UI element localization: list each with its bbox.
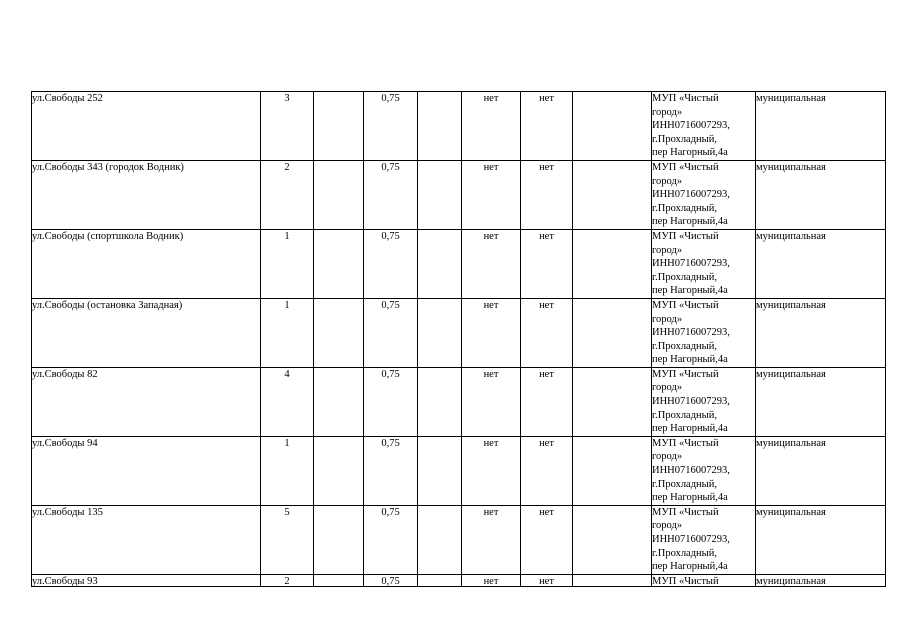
- operator-line: город»: [652, 382, 683, 394]
- col5-cell: нет: [462, 298, 521, 367]
- operator-line: пер Нагорный,4а: [652, 216, 728, 228]
- operator-line: МУП «Чистый: [652, 230, 719, 242]
- count-cell: 1: [261, 436, 314, 505]
- count-cell: 1: [261, 298, 314, 367]
- empty-cell: [418, 436, 462, 505]
- count-cell: 4: [261, 367, 314, 436]
- count-cell: 3: [261, 92, 314, 161]
- col5-cell: нет: [462, 160, 521, 229]
- col6-cell: нет: [521, 92, 573, 161]
- operator-line: МУП «Чистый: [652, 506, 719, 518]
- operator-line: ИНН0716007293,: [652, 327, 730, 339]
- area-cell: 0,75: [364, 367, 418, 436]
- operator-cell: [652, 505, 756, 574]
- operator-line: ИНН0716007293,: [652, 396, 730, 408]
- col6-cell: нет: [521, 574, 573, 586]
- operator-line: ИНН0716007293,: [652, 534, 730, 545]
- empty-cell: [418, 92, 462, 161]
- table-row: [32, 436, 886, 505]
- col6-cell: нет: [521, 229, 573, 298]
- operator-cell: [652, 298, 756, 367]
- operator-line: г.Прохладный,: [652, 271, 717, 283]
- empty-cell: [314, 505, 364, 574]
- count-cell: 5: [261, 505, 314, 574]
- operator-line: ИНН0716007293,: [652, 258, 730, 270]
- operator-line: г.Прохладный,: [652, 202, 717, 214]
- operator-line: город»: [652, 106, 683, 118]
- empty-cell: [418, 574, 462, 586]
- table-body-last: [32, 574, 886, 586]
- operator-line: пер Нагорный,4а: [652, 492, 728, 504]
- operator-line: пер Нагорный,4а: [652, 285, 728, 297]
- operator-line: г.Прохладный,: [652, 133, 717, 145]
- empty-cell: [418, 367, 462, 436]
- col5-cell: нет: [462, 229, 521, 298]
- empty-cell: [573, 92, 652, 161]
- address-cell: ул.Свободы 82: [32, 367, 261, 436]
- ownership-cell: муниципальная: [756, 160, 886, 229]
- col5-cell: нет: [462, 367, 521, 436]
- area-cell: 0,75: [364, 160, 418, 229]
- operator-line: ИНН0716007293,: [652, 465, 730, 477]
- operator-line: пер Нагорный,4а: [652, 354, 728, 366]
- ownership-cell: муниципальная: [756, 298, 886, 367]
- operator-line: МУП «Чистый: [652, 299, 719, 311]
- ownership-cell: муниципальная: [756, 505, 886, 574]
- empty-cell: [573, 574, 652, 586]
- operator-cell: МУП «Чистый: [652, 574, 756, 586]
- col6-cell: нет: [521, 298, 573, 367]
- operator-line: МУП «Чистый: [652, 161, 719, 173]
- operator-cell: [652, 436, 756, 505]
- address-cell: ул.Свободы 252: [32, 92, 261, 161]
- empty-cell: [573, 367, 652, 436]
- ownership-cell: муниципальная: [756, 436, 886, 505]
- col6-cell: нет: [521, 367, 573, 436]
- area-cell: 0,75: [364, 436, 418, 505]
- table-row: [32, 160, 886, 229]
- operator-line: ИНН0716007293,: [652, 120, 730, 132]
- operator-cell: [652, 229, 756, 298]
- empty-cell: [418, 229, 462, 298]
- operator-line: пер Нагорный,4а: [652, 561, 728, 573]
- operator-line: город»: [652, 244, 683, 256]
- empty-cell: [573, 229, 652, 298]
- col6-cell: нет: [521, 160, 573, 229]
- count-cell: 2: [261, 574, 314, 586]
- operator-line: г.Прохладный,: [652, 409, 717, 421]
- empty-cell: [573, 505, 652, 574]
- empty-cell: [314, 298, 364, 367]
- empty-cell: [418, 505, 462, 574]
- area-cell: 0,75: [364, 92, 418, 161]
- address-cell: ул.Свободы (остановка Западная): [32, 298, 261, 367]
- operator-line: МУП «Чистый: [652, 368, 719, 380]
- address-cell: ул.Свободы 94: [32, 436, 261, 505]
- empty-cell: [573, 436, 652, 505]
- address-cell: ул.Свободы 343 (городок Водник): [32, 160, 261, 229]
- count-cell: 1: [261, 229, 314, 298]
- area-cell: 0,75: [364, 229, 418, 298]
- operator-line: г.Прохладный,: [652, 478, 717, 490]
- empty-cell: [418, 160, 462, 229]
- ownership-cell: муниципальная: [756, 229, 886, 298]
- operator-line: г.Прохладный,: [652, 547, 717, 559]
- table-row: [32, 229, 886, 298]
- area-cell: 0,75: [364, 505, 418, 574]
- address-cell: ул.Свободы 93: [32, 574, 261, 586]
- col5-cell: нет: [462, 574, 521, 586]
- table-row: [32, 505, 886, 574]
- table-row: [32, 298, 886, 367]
- table-row: [32, 367, 886, 436]
- col5-cell: нет: [462, 92, 521, 161]
- empty-cell: [314, 92, 364, 161]
- empty-cell: [314, 436, 364, 505]
- container-sites-table: [31, 91, 886, 587]
- table-row: [32, 574, 886, 586]
- operator-line: город»: [652, 313, 683, 325]
- operator-cell: [652, 92, 756, 161]
- operator-line: ИНН0716007293,: [652, 189, 730, 201]
- address-cell: ул.Свободы 135: [32, 505, 261, 574]
- operator-line: г.Прохладный,: [652, 340, 717, 352]
- empty-cell: [573, 160, 652, 229]
- table-row: [32, 92, 886, 161]
- ownership-cell: муниципальная: [756, 367, 886, 436]
- operator-cell: [652, 160, 756, 229]
- empty-cell: [314, 574, 364, 586]
- count-cell: 2: [261, 160, 314, 229]
- empty-cell: [573, 298, 652, 367]
- operator-line: пер Нагорный,4а: [652, 423, 728, 435]
- operator-line: пер Нагорный,4а: [652, 147, 728, 159]
- operator-line: город»: [652, 520, 683, 532]
- empty-cell: [314, 229, 364, 298]
- operator-line: МУП «Чистый: [652, 437, 719, 449]
- ownership-cell: муниципальная: [756, 92, 886, 161]
- col6-cell: нет: [521, 505, 573, 574]
- col6-cell: нет: [521, 436, 573, 505]
- col5-cell: нет: [462, 436, 521, 505]
- operator-cell: [652, 367, 756, 436]
- operator-line: город»: [652, 175, 683, 187]
- empty-cell: [314, 160, 364, 229]
- area-cell: 0,75: [364, 574, 418, 586]
- address-cell: ул.Свободы (спортшкола Водник): [32, 229, 261, 298]
- operator-line: город»: [652, 451, 683, 463]
- area-cell: 0,75: [364, 298, 418, 367]
- empty-cell: [418, 298, 462, 367]
- empty-cell: [314, 367, 364, 436]
- operator-line: МУП «Чистый: [652, 93, 719, 104]
- ownership-cell: муниципальная: [756, 574, 886, 586]
- col5-cell: нет: [462, 505, 521, 574]
- table-body: [32, 92, 886, 575]
